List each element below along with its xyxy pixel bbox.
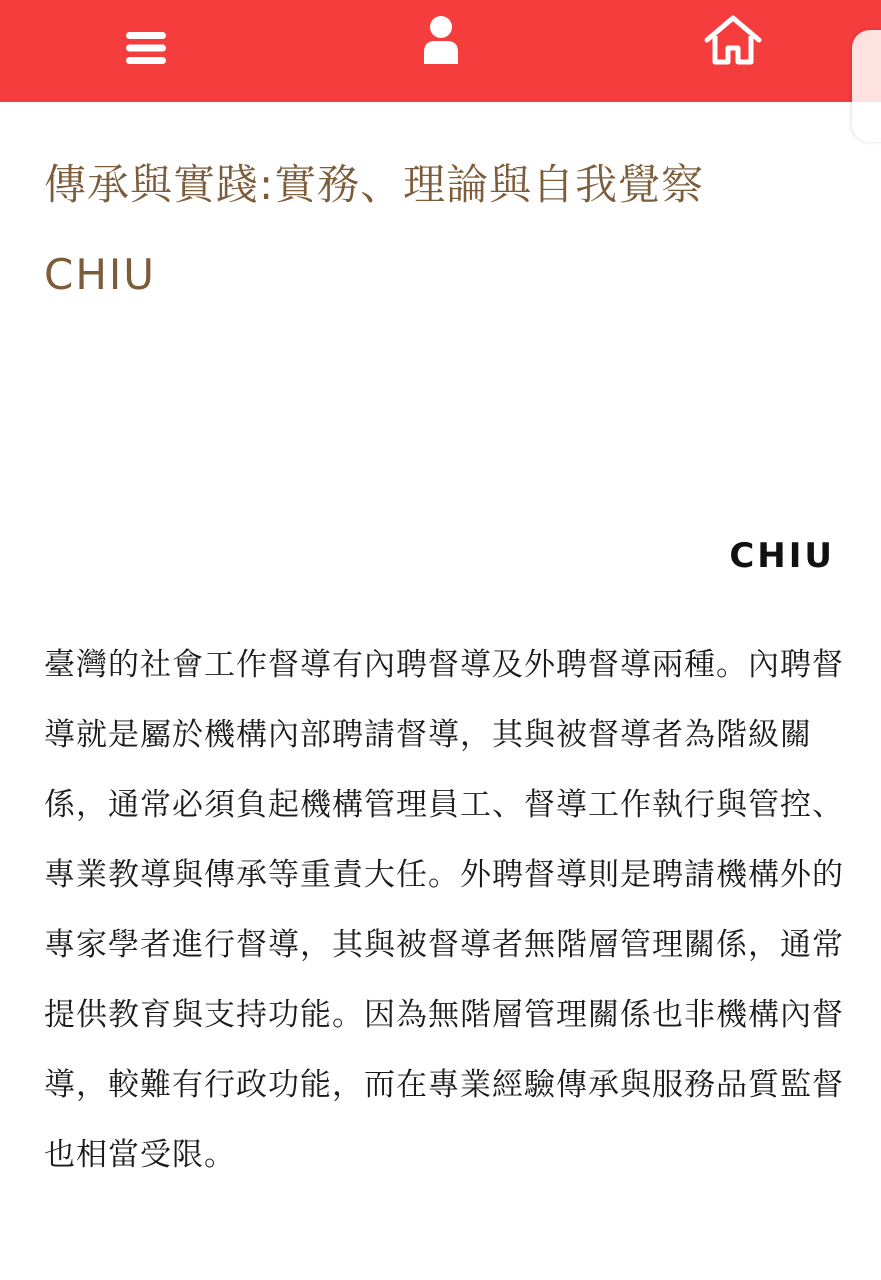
author-byline: CHIU (729, 536, 835, 576)
home-icon (703, 14, 763, 66)
edge-panel-handle[interactable] (852, 30, 881, 142)
menu-button[interactable] (110, 8, 182, 88)
user-button[interactable] (405, 0, 477, 80)
hamburger-icon (125, 30, 167, 66)
top-navigation-bar (0, 0, 881, 102)
user-icon (421, 14, 461, 66)
article-title: 傳承與實踐:實務、理論與自我覺察 (44, 160, 705, 209)
home-button[interactable] (695, 0, 771, 80)
title-author: CHIU (44, 250, 157, 299)
article-body: 臺灣的社會工作督導有內聘督導及外聘督導兩種。內聘督導就是屬於機構內部聘請督導，其與被督導者為階級關係，通常必須負起機構管理員工、督導工作執行與管控、專業教導與傳承等重責大任。外聘督導則是聘請機構外的專家學者進行督導，其與被督導者無階層管理關係，通常提供教育與支持功能。因為無階層管理關係也非機構內督導，較難有行政功能，而在專業經驗傳承與服務品質監督也相當受限。 (44, 647, 844, 1173)
